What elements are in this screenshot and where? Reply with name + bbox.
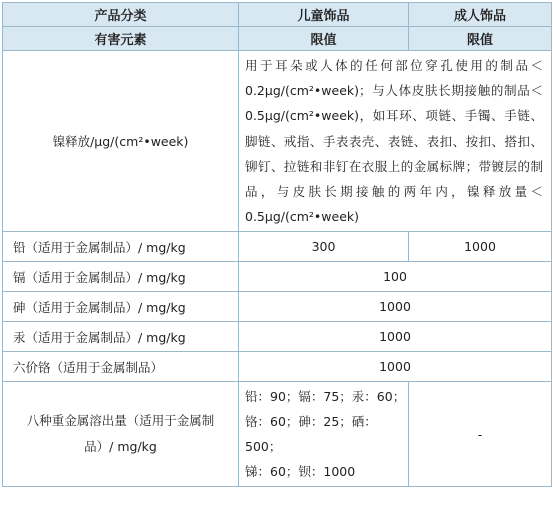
element-eight-heavy-metals: 八种重金属溶出量（适用于金属制品）/ mg/kg bbox=[3, 382, 239, 487]
header-row-category bbox=[3, 3, 552, 27]
element-chromium-vi: 六价铬（适用于金属制品） bbox=[3, 352, 239, 382]
limit-arsenic: 1000 bbox=[239, 292, 552, 322]
table-row-arsenic bbox=[3, 292, 552, 322]
limit-cadmium: 100 bbox=[239, 262, 552, 292]
header-row-limits bbox=[3, 27, 552, 51]
table-row-nickel bbox=[3, 51, 552, 232]
table-row-eight-heavy-metals bbox=[3, 382, 552, 487]
element-nickel: 镍释放/μg/(cm²•week) bbox=[3, 51, 239, 232]
migration-line: 铬：60；砷：25；硒：500； bbox=[245, 414, 377, 455]
migration-line: 锑：60；钡：1000 bbox=[245, 464, 356, 480]
limit-eight-heavy-metals-adult: - bbox=[409, 382, 552, 487]
limit-lead-children: 300 bbox=[239, 232, 409, 262]
limit-chromium-vi: 1000 bbox=[239, 352, 552, 382]
limit-mercury: 1000 bbox=[239, 322, 552, 352]
limit-eight-heavy-metals-children bbox=[239, 382, 409, 487]
header-adult-jewelry: 成人饰品 bbox=[409, 3, 552, 27]
header-children-jewelry: 儿童饰品 bbox=[239, 3, 409, 27]
migration-line: 铅：90；镉：75；汞：60； bbox=[245, 389, 406, 405]
table-row-mercury bbox=[3, 322, 552, 352]
header-children-limit: 限值 bbox=[239, 27, 409, 51]
table-row-lead bbox=[3, 232, 552, 262]
element-arsenic: 砷（适用于金属制品）/ mg/kg bbox=[3, 292, 239, 322]
header-product-category: 产品分类 bbox=[3, 3, 239, 27]
header-adult-limit: 限值 bbox=[409, 27, 552, 51]
limit-lead-adult: 1000 bbox=[409, 232, 552, 262]
element-lead: 铅（适用于金属制品）/ mg/kg bbox=[3, 232, 239, 262]
table-row-cadmium bbox=[3, 262, 552, 292]
heavy-metal-limits-table bbox=[2, 2, 552, 487]
table-row-chromium-vi bbox=[3, 352, 552, 382]
limit-nickel: 用于耳朵或人体的任何部位穿孔使用的制品＜0.2μg/(cm²•week)；与人体皮肤长期接触的制品＜0.5μg/(cm²•week)，如耳环、项链、手镯、手链、脚链、戒指、手表表壳、表链、表扣、按扣、搭扣、铆钉、拉链和非钉在衣服上的金属标牌；带镀层的制品，与皮肤长期接触的两年内，镍释放量＜0.5μg/(cm²•week) bbox=[239, 51, 552, 232]
element-mercury: 汞（适用于金属制品）/ mg/kg bbox=[3, 322, 239, 352]
element-cadmium: 镉（适用于金属制品）/ mg/kg bbox=[3, 262, 239, 292]
header-harmful-element: 有害元素 bbox=[3, 27, 239, 51]
